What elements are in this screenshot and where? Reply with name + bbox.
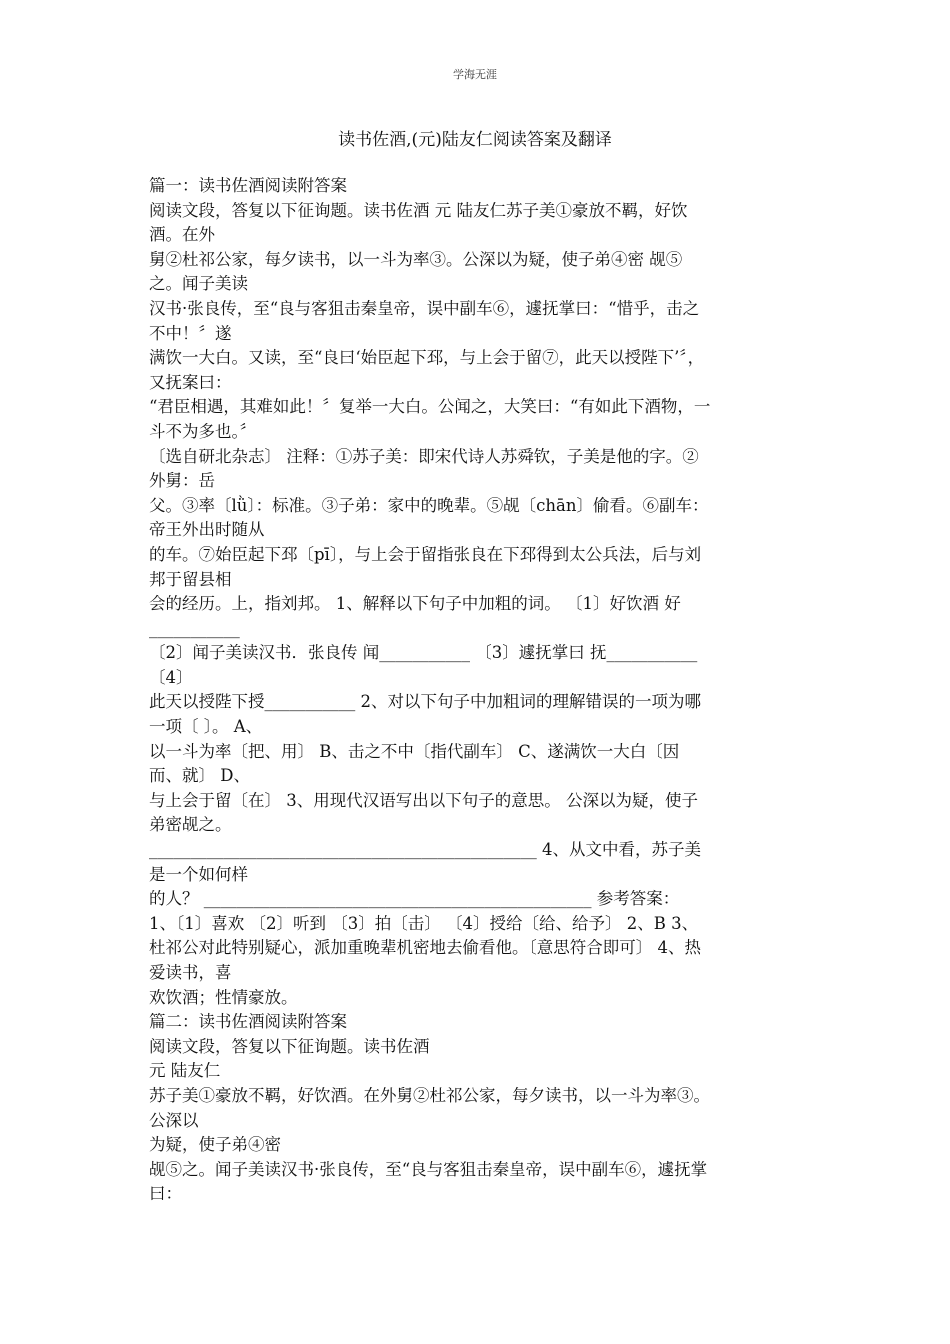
text-line: 阅读文段，答复以下征询题。读书佐酒 元 陆友仁苏子美①豪放不羁，好饮	[149, 200, 688, 220]
text-line: 杜祁公对此特别疑心，派加重晚辈机密地去偷看他。〔意思符合即可〕 4、热	[149, 938, 701, 958]
text-line: ___________	[149, 618, 240, 638]
text-line: 〔选自研北杂志〕 注释：①苏子美：即宋代诗人苏舜钦，子美是他的字。②	[149, 446, 699, 466]
text-line: 阅读文段，答复以下征询题。读书佐酒	[149, 1036, 430, 1056]
text-line: 父。③率〔lǜ〕：标准。③子弟：家中的晚辈。⑤觇〔chān〕偷看。⑥副车：	[149, 495, 709, 515]
text-line: 爱读书，喜	[149, 963, 232, 982]
text-line: 觇⑤之。闻子美读汉书·张良传，至“良与客狙击秦皇帝，误中副车⑥，遽抚掌	[149, 1159, 708, 1179]
text-line: _______________________________________________ 4、从文中看，苏子美	[149, 840, 701, 860]
text-line: “君臣相遇，其难如此！〞复举一大白。公闻之，大笑曰：“有如此下酒物，一	[149, 397, 711, 417]
text-line: 〔2〕闻子美读汉书．张良传 闻___________ 〔3〕遽抚掌曰 抚___________	[149, 643, 698, 663]
text-line: 篇一：读书佐酒阅读附答案	[149, 176, 347, 195]
document-body	[149, 174, 804, 1207]
text-line: 的车。⑦始臣起下邳〔pī〕，与上会于留指张良在下邳得到太公兵法，后与刘	[149, 544, 702, 564]
page-header: 学海无涯	[453, 68, 497, 81]
text-line: 1、〔1〕喜欢 〔2〕听到 〔3〕拍〔击〕 〔4〕授给〔给、给予〕 2、B 3、	[149, 913, 699, 933]
text-line: 又抚案曰：	[149, 372, 232, 392]
text-line: 〔4〕	[149, 667, 193, 687]
text-line: 舅②杜祁公家，每夕读书，以一斗为率③。公深以为疑，使子弟④密 觇⑤	[149, 249, 683, 269]
text-line: 弟密觇之。	[149, 815, 232, 835]
text-line: 而、就〕 D、	[149, 766, 250, 786]
text-line: 此天以授陛下授___________ 2、对以下句子中加粗词的理解错误的一项为哪	[149, 692, 701, 712]
document-title: 读书佐酒,(元)陆友仁阅读答案及翻译	[338, 130, 612, 150]
text-line: 汉书·张良传，至“良与客狙击秦皇帝，误中副车⑥，遽抚掌曰：“惜乎，击之	[149, 298, 700, 318]
text-line: 不中！〞遂	[149, 323, 232, 343]
text-line: 邦于留县相	[149, 569, 232, 589]
text-line: 一项〔 〕。 A、	[149, 717, 263, 737]
text-line: 篇二：读书佐酒阅读附答案	[149, 1012, 347, 1032]
text-line: 会的经历。上，指刘邦。 1、解释以下句子中加粗的词。 〔1〕好饮酒 好	[149, 594, 681, 614]
text-line: 以一斗为率〔把、用〕 B、击之不中〔指代副车〕 C、遂满饮一大白〔因	[149, 741, 680, 761]
text-line: 欢饮酒；性情豪放。	[149, 987, 298, 1007]
text-line: 为疑，使子弟④密	[149, 1135, 281, 1155]
text-line: 曰：	[149, 1184, 182, 1204]
text-line: 公深以	[149, 1110, 199, 1130]
text-line: 与上会于留〔在〕 3、用现代汉语写出以下句子的意思。 公深以为疑，使子	[149, 790, 698, 810]
text-line: 是一个如何样	[149, 864, 248, 884]
text-line: 酒。在外	[149, 225, 215, 245]
text-line: 满饮一大白。又读，至“良曰‘始臣起下邳，与上会于留⑦，此天以授陛下’〞，	[149, 348, 705, 368]
text-line: 元 陆友仁	[149, 1061, 221, 1081]
text-line: 的人？ _______________________________________________ 参考答案：	[149, 889, 680, 909]
text-line: 之。闻子美读	[149, 274, 248, 294]
text-line: 帝王外出时随从	[149, 520, 265, 540]
text-line: 外舅：岳	[149, 471, 215, 491]
text-line: 苏子美①豪放不羁，好饮酒。在外舅②杜祁公家，每夕读书，以一斗为率③。	[149, 1085, 710, 1105]
text-line: 斗不为多也。〞	[149, 421, 257, 441]
